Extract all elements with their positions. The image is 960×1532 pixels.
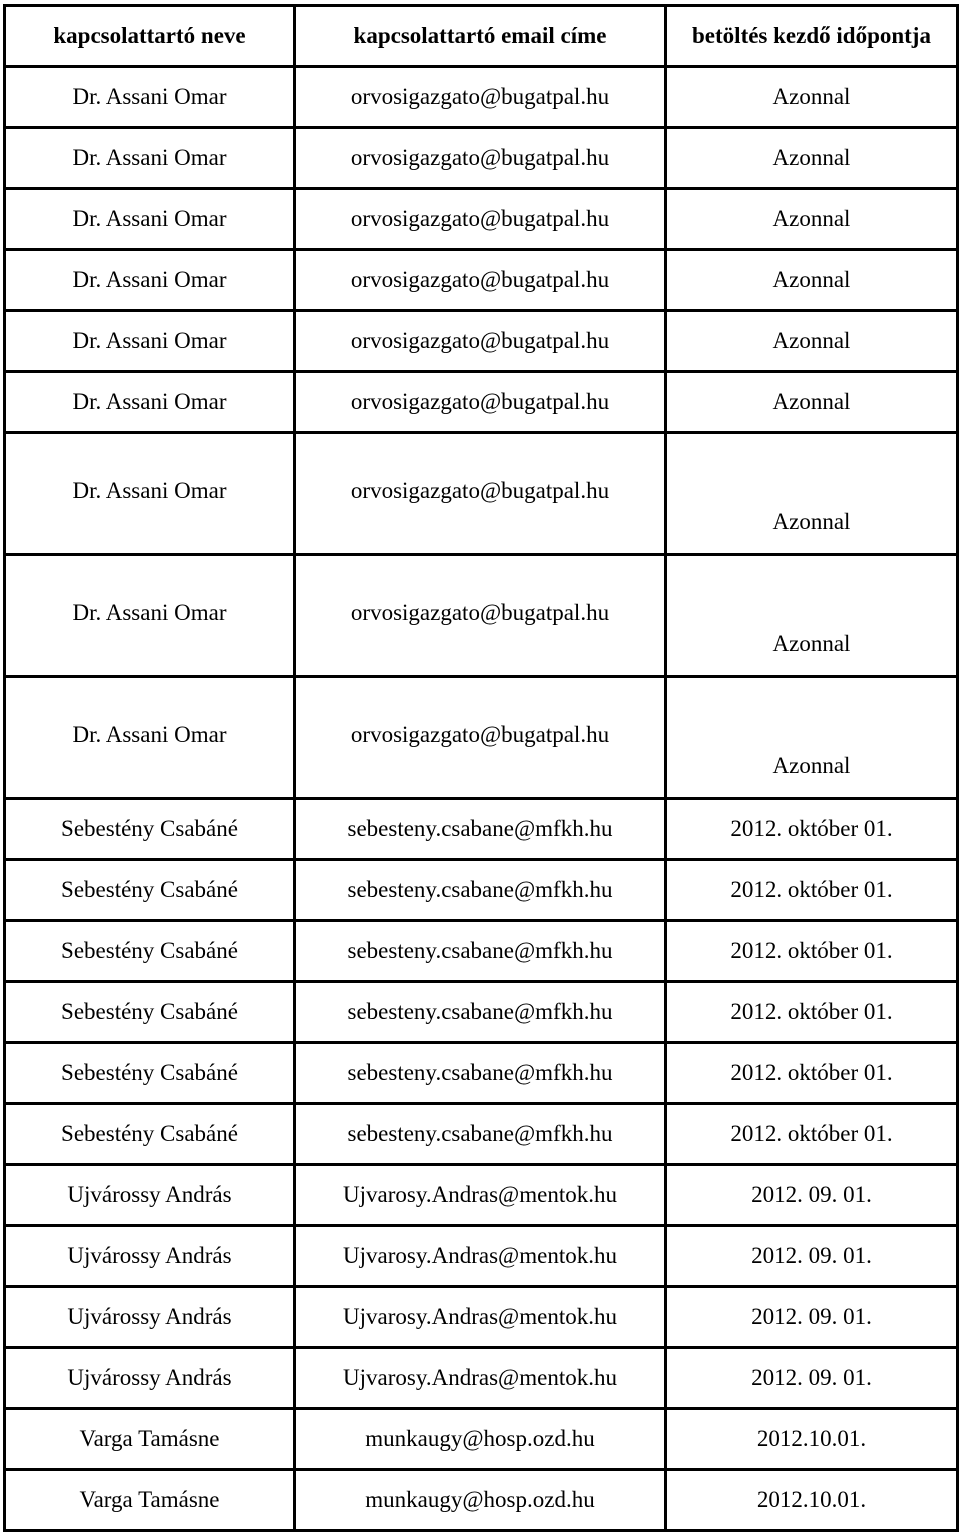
- contact-email-cell: orvosigazgato@bugatpal.hu: [295, 189, 666, 250]
- contact-email-cell: [295, 555, 666, 677]
- contact-name-cell: Varga Tamásne: [5, 1409, 295, 1470]
- contact-name-text: Dr. Assani Omar: [72, 600, 227, 625]
- contact-name-cell: Sebestény Csabáné: [5, 860, 295, 921]
- start-date-cell: Azonnal: [666, 311, 958, 372]
- table-row: [5, 921, 958, 982]
- contact-email-cell: Ujvarosy.Andras@mentok.hu: [295, 1165, 666, 1226]
- start-date-cell: 2012.10.01.: [666, 1470, 958, 1531]
- contact-email-cell: munkaugy@hosp.ozd.hu: [295, 1409, 666, 1470]
- contact-email-cell: orvosigazgato@bugatpal.hu: [295, 128, 666, 189]
- contact-email-cell: munkaugy@hosp.ozd.hu: [295, 1470, 666, 1531]
- contact-email-cell: sebesteny.csabane@mfkh.hu: [295, 982, 666, 1043]
- start-date-cell: [666, 433, 958, 555]
- header-start-date: betöltés kezdő időpontja: [666, 6, 958, 67]
- start-date-text: Azonnal: [772, 753, 851, 778]
- contact-name-text: Dr. Assani Omar: [72, 722, 227, 747]
- table-row: [5, 311, 958, 372]
- contact-name-cell: Dr. Assani Omar: [5, 67, 295, 128]
- header-contact-email: kapcsolattartó email címe: [295, 6, 666, 67]
- start-date-cell: Azonnal: [666, 128, 958, 189]
- contact-email-text: orvosigazgato@bugatpal.hu: [350, 722, 610, 747]
- contact-email-cell: sebesteny.csabane@mfkh.hu: [295, 1043, 666, 1104]
- start-date-cell: 2012. 09. 01.: [666, 1165, 958, 1226]
- contact-name-cell: Ujvárossy András: [5, 1226, 295, 1287]
- table-header-row: [5, 6, 958, 67]
- contact-name-cell: Dr. Assani Omar: [5, 372, 295, 433]
- table-row: [5, 1043, 958, 1104]
- contact-email-cell: sebesteny.csabane@mfkh.hu: [295, 799, 666, 860]
- contact-name-cell: Ujvárossy András: [5, 1165, 295, 1226]
- contact-name-cell: Sebestény Csabáné: [5, 982, 295, 1043]
- contact-name-cell: Sebestény Csabáné: [5, 1104, 295, 1165]
- contact-name-cell: [5, 677, 295, 799]
- table-row: [5, 555, 958, 677]
- contact-email-cell: Ujvarosy.Andras@mentok.hu: [295, 1287, 666, 1348]
- contact-email-cell: orvosigazgato@bugatpal.hu: [295, 250, 666, 311]
- table-row: [5, 1165, 958, 1226]
- contact-name-cell: Sebestény Csabáné: [5, 921, 295, 982]
- table-row: [5, 799, 958, 860]
- start-date-cell: 2012. október 01.: [666, 921, 958, 982]
- header-contact-name: kapcsolattartó neve: [5, 6, 295, 67]
- contact-name-cell: Dr. Assani Omar: [5, 311, 295, 372]
- table-row: [5, 433, 958, 555]
- table-row: [5, 250, 958, 311]
- start-date-cell: Azonnal: [666, 189, 958, 250]
- start-date-text: Azonnal: [772, 509, 851, 534]
- start-date-cell: [666, 677, 958, 799]
- contact-email-text: orvosigazgato@bugatpal.hu: [350, 478, 610, 503]
- start-date-cell: 2012. október 01.: [666, 1043, 958, 1104]
- start-date-cell: 2012. 09. 01.: [666, 1226, 958, 1287]
- contact-name-cell: Ujvárossy András: [5, 1348, 295, 1409]
- start-date-cell: Azonnal: [666, 250, 958, 311]
- contact-email-cell: orvosigazgato@bugatpal.hu: [295, 311, 666, 372]
- contact-name-cell: [5, 433, 295, 555]
- table-row: [5, 128, 958, 189]
- contact-table: [3, 4, 959, 1532]
- start-date-cell: 2012. 09. 01.: [666, 1348, 958, 1409]
- table-row: [5, 677, 958, 799]
- contact-email-cell: orvosigazgato@bugatpal.hu: [295, 67, 666, 128]
- start-date-text: Azonnal: [772, 631, 851, 656]
- contact-name-cell: [5, 555, 295, 677]
- contact-email-cell: orvosigazgato@bugatpal.hu: [295, 372, 666, 433]
- start-date-cell: 2012.10.01.: [666, 1409, 958, 1470]
- table-row: [5, 982, 958, 1043]
- start-date-cell: 2012. október 01.: [666, 799, 958, 860]
- contact-name-cell: Dr. Assani Omar: [5, 250, 295, 311]
- start-date-cell: 2012. október 01.: [666, 982, 958, 1043]
- contact-name-cell: Dr. Assani Omar: [5, 128, 295, 189]
- table-row: [5, 67, 958, 128]
- contact-email-cell: Ujvarosy.Andras@mentok.hu: [295, 1226, 666, 1287]
- table-row: [5, 1104, 958, 1165]
- contact-name-cell: Sebestény Csabáné: [5, 1043, 295, 1104]
- table-row: [5, 1226, 958, 1287]
- contact-name-cell: Ujvárossy András: [5, 1287, 295, 1348]
- start-date-cell: 2012. október 01.: [666, 1104, 958, 1165]
- contact-email-cell: sebesteny.csabane@mfkh.hu: [295, 860, 666, 921]
- table-row: [5, 1287, 958, 1348]
- table-row: [5, 189, 958, 250]
- start-date-cell: 2012. október 01.: [666, 860, 958, 921]
- contact-email-cell: Ujvarosy.Andras@mentok.hu: [295, 1348, 666, 1409]
- contact-email-cell: sebesteny.csabane@mfkh.hu: [295, 921, 666, 982]
- contact-name-cell: Dr. Assani Omar: [5, 189, 295, 250]
- table-row: [5, 1348, 958, 1409]
- table-row: [5, 1470, 958, 1531]
- contact-email-cell: [295, 433, 666, 555]
- contact-email-cell: [295, 677, 666, 799]
- table-row: [5, 1409, 958, 1470]
- start-date-cell: Azonnal: [666, 67, 958, 128]
- start-date-cell: [666, 555, 958, 677]
- table-row: [5, 372, 958, 433]
- start-date-cell: 2012. 09. 01.: [666, 1287, 958, 1348]
- contact-email-text: orvosigazgato@bugatpal.hu: [350, 600, 610, 625]
- table-row: [5, 860, 958, 921]
- contact-name-cell: Sebestény Csabáné: [5, 799, 295, 860]
- contact-name-cell: Varga Tamásne: [5, 1470, 295, 1531]
- contact-name-text: Dr. Assani Omar: [72, 478, 227, 503]
- start-date-cell: Azonnal: [666, 372, 958, 433]
- contact-email-cell: sebesteny.csabane@mfkh.hu: [295, 1104, 666, 1165]
